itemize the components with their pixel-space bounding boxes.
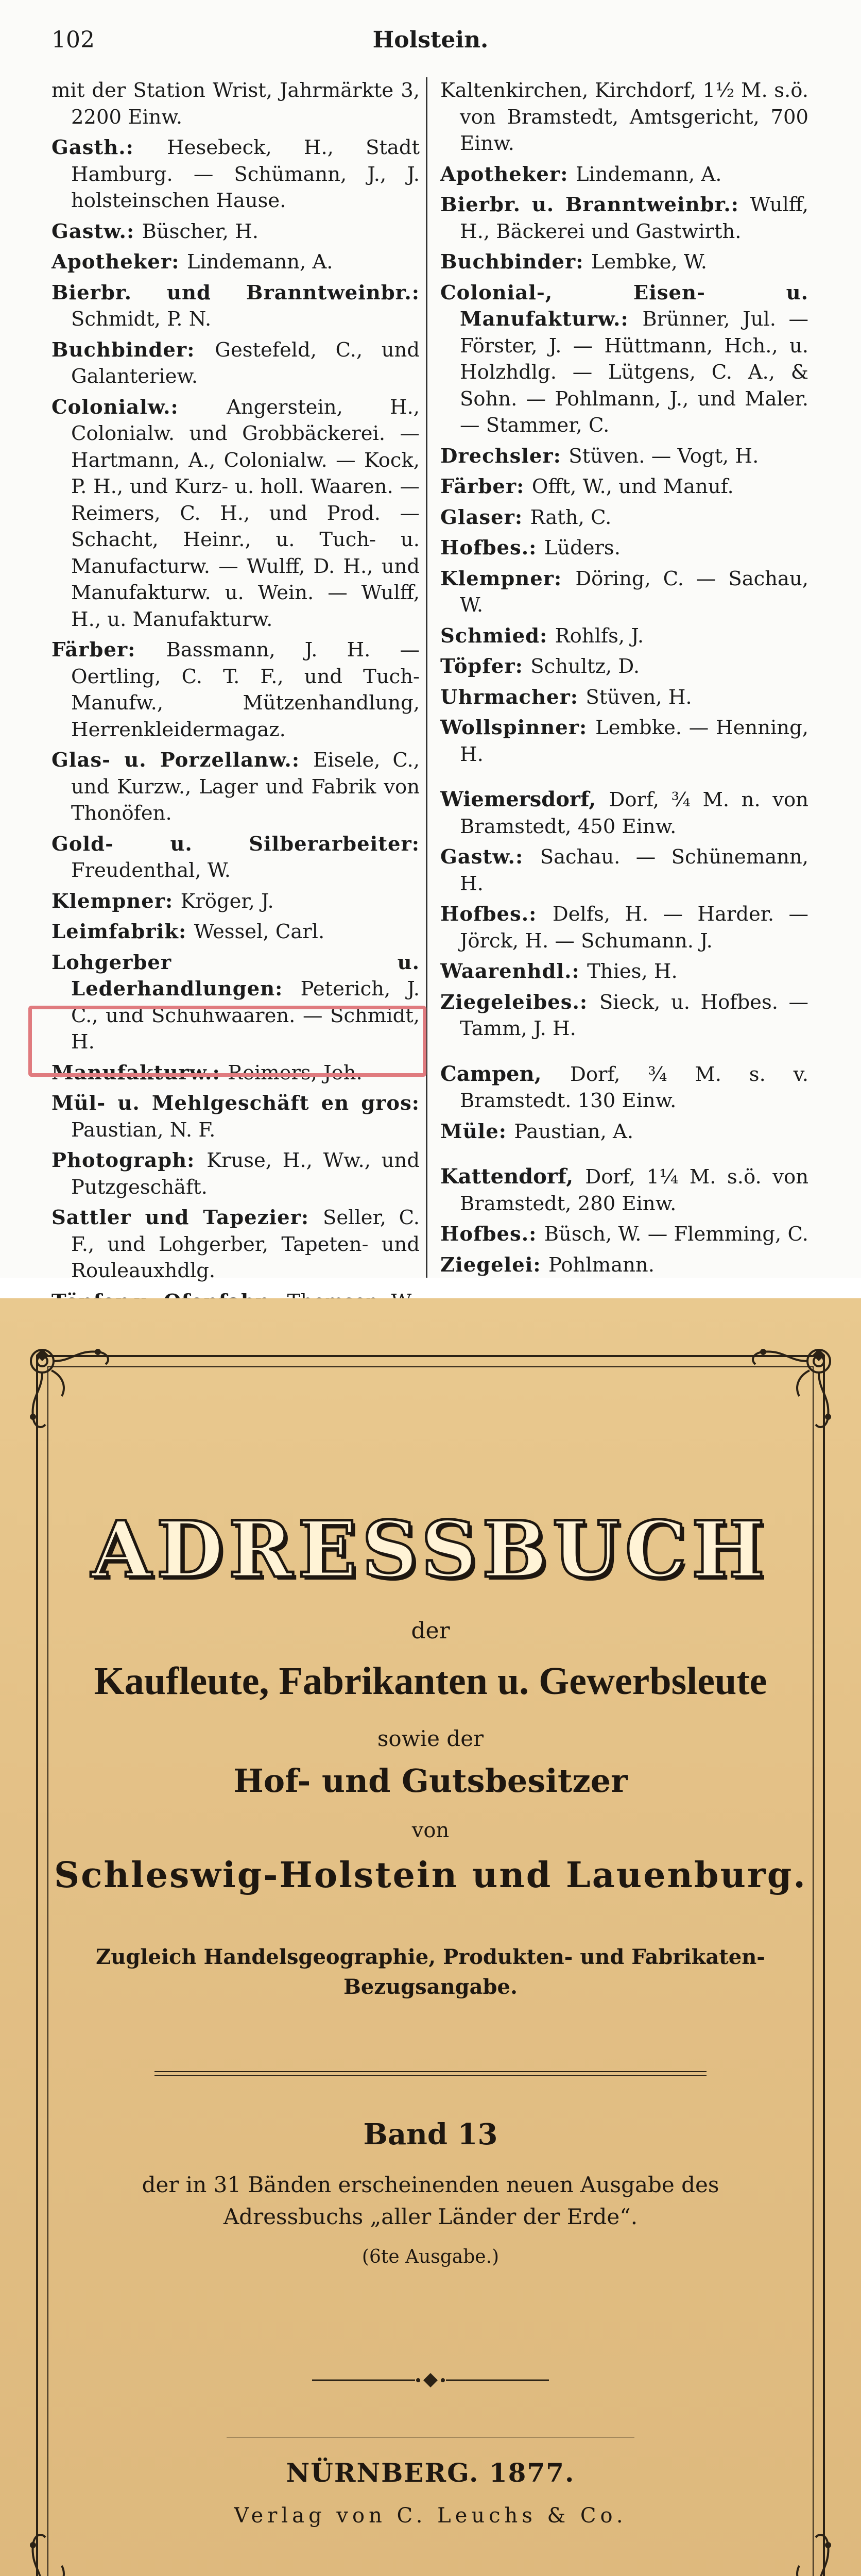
book-title: ADRESSBUCH <box>91 1504 770 1595</box>
entry-names: Büsch, W. — Flemming, C. <box>544 1223 808 1246</box>
place-name: Wiemersdorf, <box>440 787 609 811</box>
entry-trade: Töpfer: <box>440 655 531 678</box>
entry-trade: Buchbinder: <box>440 250 591 274</box>
publication-place-year: NÜRNBERG. 1877. <box>286 2458 575 2488</box>
volume-description <box>0 2169 861 2233</box>
entry-names: Gestefeld, C., und Galanteriew. <box>71 338 420 388</box>
directory-entry <box>51 134 420 214</box>
title-subtitle <box>0 1942 861 2002</box>
entry-trade: Hofbes.: <box>440 1223 544 1246</box>
corner-ornament-icon <box>21 1340 118 1437</box>
title-region: Schleswig-Holstein und Lauenburg. <box>54 1855 807 1896</box>
directory-entry <box>440 161 808 188</box>
place-heading <box>440 1163 808 1217</box>
corner-ornament-icon <box>21 2524 118 2576</box>
directory-entry <box>440 1252 808 1279</box>
volume-label: Band 13 <box>363 2117 498 2151</box>
directory-entry <box>440 1118 808 1145</box>
place-name: Kattendorf, <box>440 1164 586 1189</box>
directory-entry <box>440 249 808 276</box>
entry-names: Freudenthal, W. <box>71 859 231 882</box>
entry-trade: Gastw.: <box>440 845 540 869</box>
entry-trade: Buchbinder: <box>51 338 215 362</box>
directory-entry <box>51 831 420 884</box>
directory-entry <box>440 844 808 897</box>
entry-trade: Lohgerber u. Lederhandlungen: <box>51 951 420 1001</box>
directory-entry <box>51 919 420 945</box>
directory-entry <box>51 77 420 130</box>
entry-names: Lembke, W. <box>591 250 708 274</box>
entry-trade: Klempner: <box>440 567 576 590</box>
directory-entry <box>440 623 808 650</box>
entry-names: Döring, C. — Sachau, W. <box>460 567 809 617</box>
entry-trade: Färber: <box>440 475 532 498</box>
right-column <box>440 77 808 1416</box>
entry-names: Paustian, A. <box>514 1120 634 1143</box>
volume-line-1: der in 31 Bänden erscheinenden neuen Ausgabe des <box>142 2172 719 2197</box>
rule <box>154 2071 707 2072</box>
entry-trade: Photograph: <box>51 1149 207 1172</box>
entry-names: Lüders. <box>544 536 621 560</box>
entry-names: mit der Station Wrist, Jahrmärkte 3, 2200 Einw. <box>51 79 420 129</box>
place-heading <box>440 77 808 157</box>
entry-names: Kruse, H., Ww., und Putzgeschäft. <box>71 1149 420 1199</box>
entry-names: Wulff, H., Bäckerei und Gastwirth. <box>460 193 808 243</box>
divider-ornament-icon <box>302 2370 559 2391</box>
place-heading <box>440 786 808 840</box>
entry-trade: Uhrmacher: <box>440 685 586 709</box>
entry-trade: Sattler und Tapezier: <box>51 1206 323 1229</box>
highlighted-entry <box>51 1147 420 1200</box>
entry-names: Sachau. — Schünemann, H. <box>460 845 808 895</box>
entry-trade: Mül- u. Mehlgeschäft en gros: <box>51 1092 420 1115</box>
entry-trade: Ziegelei: <box>440 1253 549 1277</box>
place-description: Dorf, ¾ M. n. von Bramstedt, 450 Einw. <box>460 788 808 838</box>
entry-names: Wessel, Carl. <box>194 920 325 943</box>
entry-trade: Klempner: <box>51 889 181 913</box>
entry-names: Thies, H. <box>587 960 678 983</box>
edition-label: (6te Ausgabe.) <box>361 2246 500 2267</box>
entry-names: Lindemann, A. <box>186 250 333 274</box>
directory-entry <box>440 715 808 768</box>
corner-ornament-icon <box>743 1340 840 1437</box>
highlight-box <box>28 1006 426 1077</box>
directory-page <box>0 0 861 1282</box>
directory-entry <box>440 566 808 619</box>
directory-entry <box>51 337 420 390</box>
directory-entry <box>440 280 808 439</box>
page-header <box>51 27 810 58</box>
entry-names: Rohlfs, J. <box>555 624 644 648</box>
place-block <box>440 1163 808 1278</box>
entry-names: Paustian, N. F. <box>71 1118 216 1142</box>
directory-entry <box>51 637 420 743</box>
place-block <box>440 1061 808 1145</box>
directory-entry <box>51 1205 420 1284</box>
place-description: Kirchdorf, 1½ M. s.ö. von Bramstedt, Amtsgericht, 700 Einw. <box>460 79 808 155</box>
entry-trade: Ziegeleibes.: <box>440 990 599 1014</box>
entry-trade: Hofbes.: <box>440 536 544 560</box>
place-heading <box>440 1061 808 1114</box>
left-column <box>51 77 420 1464</box>
entry-names: Brünner, Jul. — Förster, J. — Hüttmann, Hch., u. Holzhdlg. — Lütgens, C. A., & Sohn. — Pohlmann, J., und Maler. — Stammer, C. <box>460 308 808 437</box>
title-page <box>0 1298 861 2576</box>
entry-trade: Gasth.: <box>51 136 167 159</box>
directory-entry <box>440 684 808 711</box>
title-hof: Hof- und Gutsbesitzer <box>233 1762 628 1800</box>
volume-line-2: Adressbuchs „aller Länder der Erde“. <box>223 2204 638 2229</box>
entry-trade: Glas- u. Porzellanw.: <box>51 749 314 772</box>
publisher: Verlag von C. Leuchs & Co. <box>234 2504 627 2528</box>
title-der: der <box>411 1618 450 1644</box>
entry-names: Rath, C. <box>530 505 612 529</box>
directory-entry <box>51 218 420 245</box>
subtitle-line-2: Bezugsangabe. <box>343 1975 518 1999</box>
directory-entry <box>440 901 808 954</box>
directory-entry <box>440 1221 808 1248</box>
directory-entry <box>440 443 808 470</box>
rule <box>154 2075 707 2076</box>
page-number: 102 <box>51 27 95 53</box>
entry-trade: Colonialw.: <box>51 395 227 419</box>
entry-names: Pohlmann. <box>548 1253 655 1277</box>
entry-trade: Bierbr. u. Branntweinbr.: <box>440 193 750 216</box>
title-von: von <box>411 1819 450 1842</box>
directory-entry <box>440 653 808 680</box>
entry-names: Offt, W., und Manuf. <box>531 475 734 498</box>
running-head: Holstein. <box>372 27 489 53</box>
place-description: Dorf, 1¼ M. s.ö. von Bramstedt, 280 Einw. <box>460 1165 808 1215</box>
entry-trade: Gastw.: <box>51 219 142 243</box>
entry-names: Delfs, H. — Harder. — Jörck, H. — Schumann. J. <box>460 903 809 953</box>
entry-names: Sieck, u. Hofbes. — Tamm, J. H. <box>460 990 809 1040</box>
place-description: Dorf, ¾ M. s. v. Bramstedt. 130 Einw. <box>460 1062 808 1112</box>
entry-names: Stüven, H. <box>586 685 692 709</box>
entry-names: Büscher, H. <box>142 219 259 243</box>
entry-trade: Gold- u. Silberarbeiter: <box>51 832 420 856</box>
entry-trade: Apotheker: <box>440 162 576 186</box>
directory-entry <box>440 989 808 1042</box>
directory-entry <box>51 888 420 915</box>
directory-entry <box>51 249 420 276</box>
corner-ornament-icon <box>743 2524 840 2576</box>
directory-entry <box>440 473 808 500</box>
entry-names: Stüven. — Vogt, H. <box>569 444 759 468</box>
entry-names: Angerstein, H., Colonialw. und Grobbäckerei. — Hartmann, A., Colonialw. — Kock, P. H., und Kurz- u. holl. Waaren. — Reimers, C. H., und Prod. — Schacht, Heinr., u. Tuch- u. Manufacturw. — Wulff, D. H., und Manufakturw. u. Wein. — Wulff, H., u. Manufakturw. <box>71 395 420 631</box>
entry-trade: Schmied: <box>440 624 555 648</box>
entry-names: Hesebeck, H., Stadt Hamburg. — Schümann, J., J. holsteinschen Hause. <box>71 136 420 212</box>
directory-entry <box>440 535 808 562</box>
title-kaufleute: Kaufleute, Fabrikanten u. Gewerbsleute <box>94 1659 767 1703</box>
entry-names: Kröger, J. <box>180 889 274 913</box>
entry-trade: Leimfabrik: <box>51 920 194 943</box>
directory-entry <box>440 192 808 245</box>
entry-trade: Colonial-, Eisen- u. Manufakturw.: <box>440 281 808 331</box>
place-name: Campen, <box>440 1061 570 1086</box>
entry-names: Bassmann, J. H. — Oertling, C. T. F., und Tuch-Manufw., Mützenhandlung, Herrenkleidermagaz. <box>71 638 420 741</box>
entry-trade: Apotheker: <box>51 250 187 274</box>
entry-names: Lindemann, A. <box>575 162 722 186</box>
directory-entry <box>440 958 808 985</box>
directory-entry <box>51 394 420 633</box>
entry-names: Peterich, J. C., und Schuhwaaren. — Schmidt, H. <box>71 977 420 1054</box>
entry-trade: Färber: <box>51 638 166 662</box>
entry-trade: Bierbr. und Branntweinbr.: <box>51 281 420 304</box>
directory-entry <box>51 1090 420 1143</box>
directory-entry <box>51 280 420 333</box>
subtitle-line-1: Zugleich Handelsgeographie, Produkten- und Fabrikaten- <box>96 1945 765 1969</box>
title-sowie: sowie der <box>377 1726 484 1751</box>
entry-names: Schmidt, P. N. <box>71 308 212 331</box>
entry-trade: Hofbes.: <box>440 903 553 926</box>
directory-entry <box>440 504 808 531</box>
entry-trade: Manufakturw.: <box>51 1061 228 1084</box>
entry-trade: Müle: <box>440 1120 514 1143</box>
place-block <box>440 77 808 768</box>
directory-entry <box>51 747 420 827</box>
entry-names: Seller, C. F., und Lohgerber, Tapeten- und Rouleauxhdlg. <box>71 1206 420 1282</box>
entry-trade: Wollspinner: <box>440 716 596 739</box>
entry-trade: Waarenhdl.: <box>440 960 588 983</box>
place-block <box>440 786 808 1042</box>
entry-names: Schultz, D. <box>530 655 640 678</box>
entry-names: Lembke. — Henning, H. <box>460 716 808 766</box>
entry-names: Eisele, C., und Kurzw., Lager und Fabrik von Thonöfen. <box>71 749 420 825</box>
entry-trade: Glaser: <box>440 505 530 529</box>
entry-names: Reimers, Joh. <box>228 1061 363 1084</box>
place-name: Kaltenkirchen, <box>440 79 595 102</box>
column-divider <box>426 77 427 1278</box>
entry-trade: Drechsler: <box>440 444 569 468</box>
